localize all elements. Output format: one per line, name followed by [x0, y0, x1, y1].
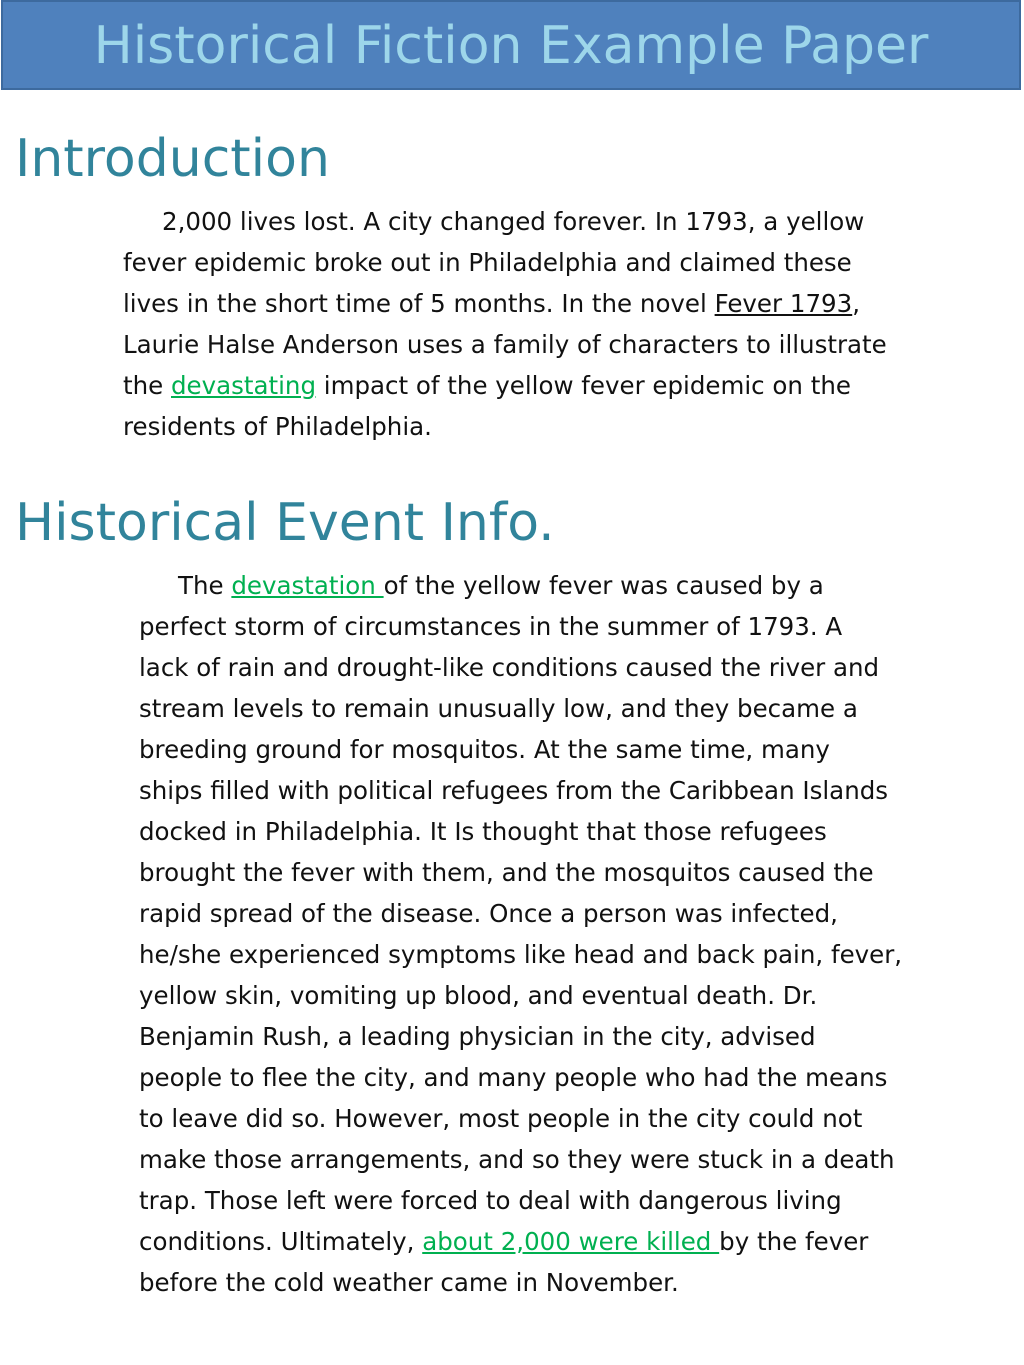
text-line: [139, 852, 1019, 893]
text-run: impact of the yellow fever epidemic on the: [316, 371, 851, 400]
text-line: [139, 1180, 1019, 1221]
text-line: [123, 406, 1003, 447]
text-line: [139, 1016, 1019, 1057]
text-run: docked in Philadelphia. It Is thought that those refugees: [139, 817, 827, 846]
text-run: he/she experienced symptoms like head and back pain, fever,: [139, 940, 903, 969]
text-line: [139, 647, 1019, 688]
text-run: The: [178, 571, 232, 600]
text-run: ,: [852, 289, 861, 318]
text-run: the: [123, 371, 171, 400]
text-run: by the fever: [719, 1227, 869, 1256]
text-line: [139, 934, 1019, 975]
text-run: 2,000 lives lost. A city changed forever. In 1793, a yellow: [162, 207, 865, 236]
text-run: Laurie Halse Anderson uses a family of characters to illustrate: [123, 330, 887, 359]
text-run: lack of rain and drought-like conditions caused the river and: [139, 653, 880, 682]
text-line: [123, 365, 1003, 406]
text-run: make those arrangements, and so they were stuck in a death: [139, 1145, 895, 1174]
text-line: [139, 606, 1019, 647]
text-line: [139, 688, 1019, 729]
text-run: rapid spread of the disease. Once a person was infected,: [139, 899, 838, 928]
text-line: [139, 893, 1019, 934]
devastating-link[interactable]: devastating: [171, 371, 317, 400]
text-line: [123, 324, 1003, 365]
text-line: [123, 201, 1003, 242]
historical-event-paragraph: [139, 565, 1019, 1303]
text-line: [139, 565, 1019, 606]
text-line: [139, 1057, 1019, 1098]
text-run: perfect storm of circumstances in the summer of 1793. A: [139, 612, 843, 641]
text-line: [123, 242, 1003, 283]
text-run: residents of Philadelphia.: [123, 412, 432, 441]
text-run: ships filled with political refugees from the Caribbean Islands: [139, 776, 889, 805]
section-heading-historical-event: Historical Event Info.: [15, 493, 555, 553]
text-run: fever epidemic broke out in Philadelphia and claimed these: [123, 248, 852, 277]
text-run: yellow skin, vomiting up blood, and eventual death. Dr.: [139, 981, 818, 1010]
text-run: before the cold weather came in November.: [139, 1268, 679, 1297]
text-run: to leave did so. However, most people in the city could not: [139, 1104, 863, 1133]
text-run: trap. Those left were forced to deal with dangerous living: [139, 1186, 842, 1215]
text-line: [139, 1139, 1019, 1180]
text-line: [139, 1221, 1019, 1262]
text-line: [139, 729, 1019, 770]
text-run: conditions. Ultimately,: [139, 1227, 423, 1256]
text-line: [139, 770, 1019, 811]
text-line: [123, 283, 1003, 324]
section-heading-introduction: Introduction: [15, 129, 330, 189]
about-2000-killed-link[interactable]: about 2,000 were killed: [422, 1227, 720, 1256]
book-title: Fever 1793: [714, 289, 853, 318]
text-run: brought the fever with them, and the mosquitos caused the: [139, 858, 874, 887]
text-line: [139, 975, 1019, 1016]
introduction-paragraph: [123, 201, 1003, 447]
title-bar: [1, 0, 1021, 90]
devastation-link[interactable]: devastation: [231, 571, 384, 600]
text-line: [139, 1262, 1019, 1303]
text-run: Benjamin Rush, a leading physician in the city, advised: [139, 1022, 816, 1051]
text-run: lives in the short time of 5 months. In the novel: [123, 289, 715, 318]
text-run: stream levels to remain unusually low, and they became a: [139, 694, 858, 723]
text-run: of the yellow fever was caused by a: [383, 571, 824, 600]
text-line: [139, 811, 1019, 852]
text-line: [139, 1098, 1019, 1139]
text-run: breeding ground for mosquitos. At the same time, many: [139, 735, 830, 764]
text-run: people to flee the city, and many people who had the means: [139, 1063, 888, 1092]
page-title: Historical Fiction Example Paper: [93, 16, 929, 76]
